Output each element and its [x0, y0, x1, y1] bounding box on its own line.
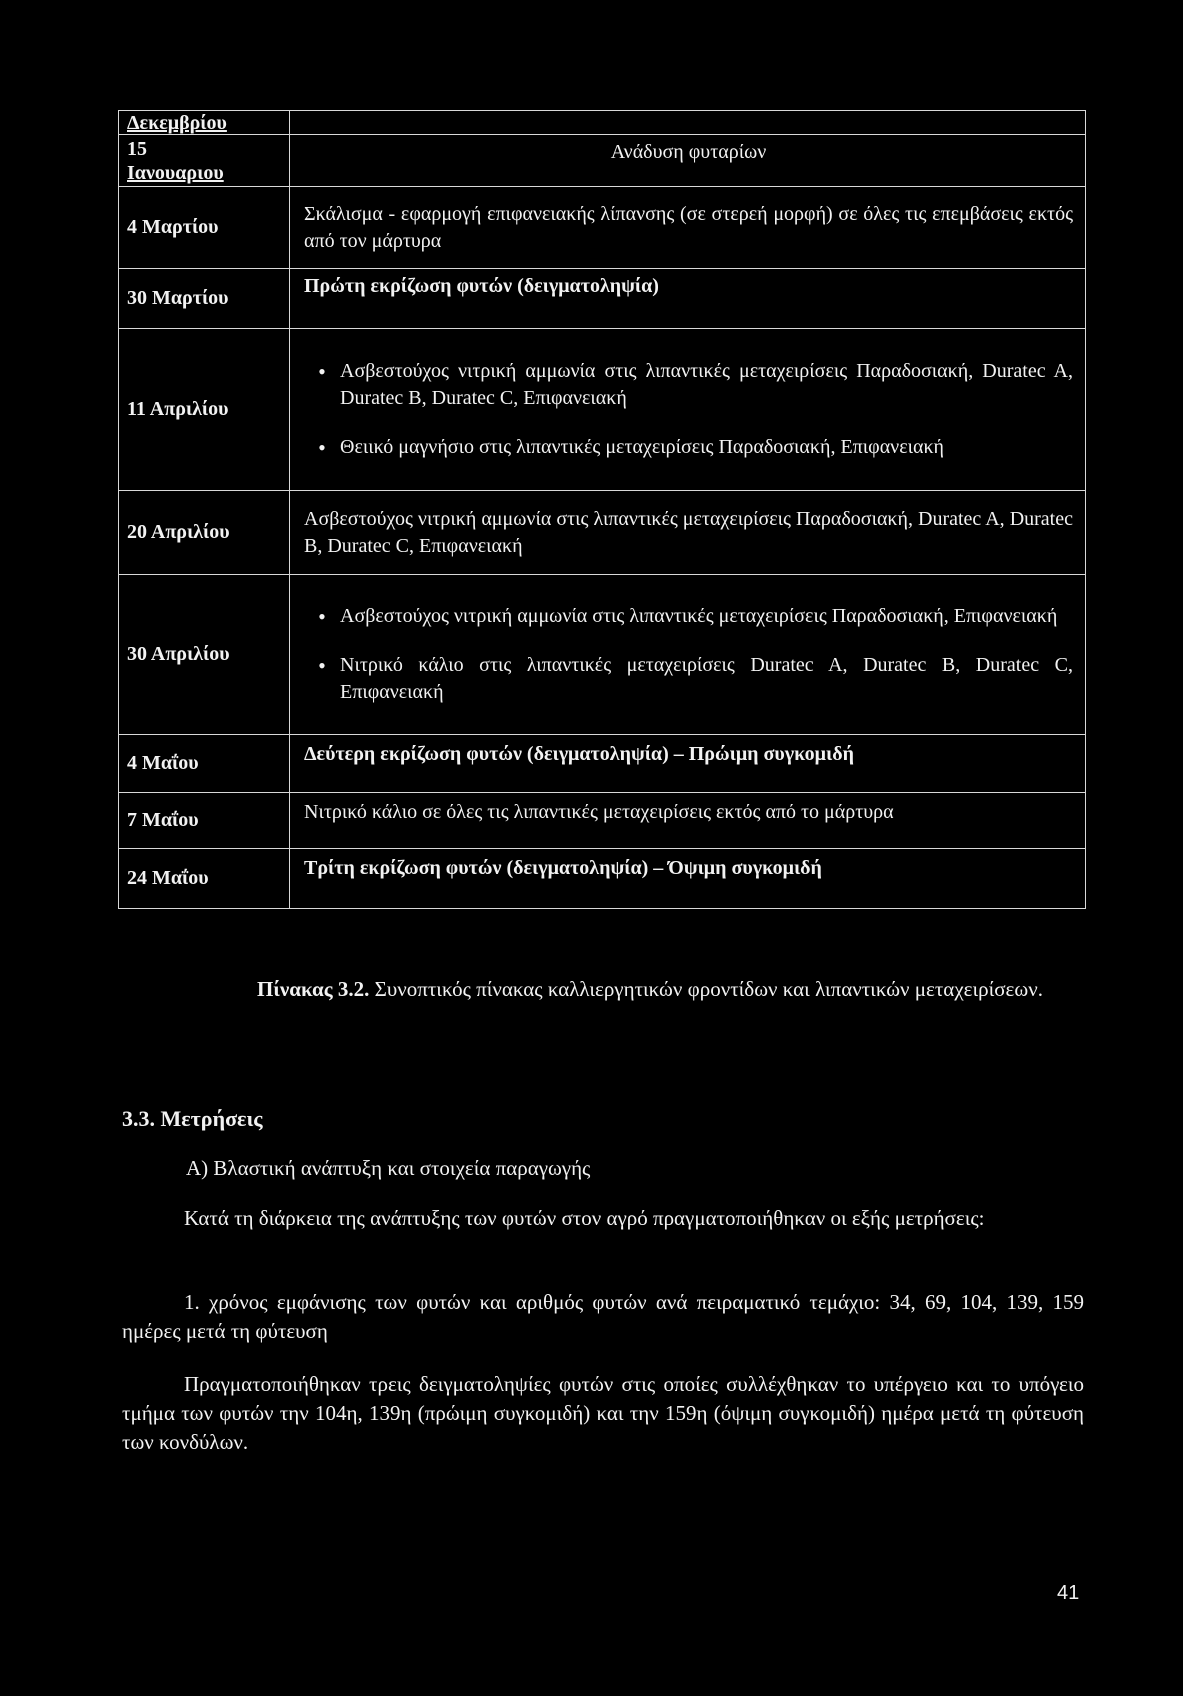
- list-item: • Ασβεστούχος νιτρική αμμωνία στις λιπαντικές μεταχειρίσεις Παραδοσιακή, Επιφανειακή: [304, 603, 1073, 630]
- activity-cell: [290, 111, 1086, 135]
- date-cell: 30 Απριλίου: [119, 575, 290, 735]
- activity-cell: Σκάλισμα - εφαρμογή επιφανειακής λίπανσης (σε στερεή μορφή) σε όλες τις επεμβάσεις εκτός από τον μάρτυρα: [290, 187, 1086, 269]
- table-row: [119, 111, 1086, 135]
- paragraph: 1. χρόνος εμφάνισης των φυτών και αριθμός φυτών ανά πειραματικό τεμάχιο: 34, 69, 104, 139, 159 ημέρες μετά τη φύτευση: [122, 1290, 1084, 1343]
- date-cell: 7 Μαΐου: [119, 793, 290, 849]
- activity-cell: [290, 575, 1086, 735]
- activity-cell: [290, 329, 1086, 491]
- table-row: [119, 735, 1086, 793]
- date-cell: Δεκεμβρίου: [119, 111, 290, 135]
- table-caption: Πίνακας 3.2. Συνοπτικός πίνακας καλλιεργητικών φροντίδων και λιπαντικών μεταχειρίσεων.: [257, 977, 1043, 1001]
- bullet-icon: [304, 434, 340, 463]
- date-cell: 15 Ιανουαριου: [119, 135, 290, 187]
- paragraph: Κατά τη διάρκεια της ανάπτυξης των φυτών στον αγρό πραγματοποιήθηκαν οι εξής μετρήσεις:: [184, 1206, 985, 1230]
- bullet-list: [304, 358, 1073, 461]
- bullet-list: [304, 603, 1073, 706]
- table-row: [119, 849, 1086, 909]
- table-row: [119, 793, 1086, 849]
- activity-cell: Ανάδυση φυταρίων: [290, 135, 1086, 187]
- list-item: • Θειικό μαγνήσιο στις λιπαντικές μεταχειρίσεις Παραδοσιακή, Επιφανειακή: [304, 434, 1073, 461]
- date-cell: 11 Απριλίου: [119, 329, 290, 491]
- activity-cell: Νιτρικό κάλιο σε όλες τις λιπαντικές μεταχειρίσεις εκτός από το μάρτυρα: [290, 793, 1086, 849]
- list-item: • Ασβεστούχος νιτρική αμμωνία στις λιπαντικές μεταχειρίσεις Παραδοσιακή, Duratec A, Duratec B, Duratec C, Επιφανειακή: [304, 358, 1073, 412]
- bullet-icon: [304, 603, 340, 632]
- table-row: [119, 187, 1086, 269]
- date-cell: 4 Μαΐου: [119, 735, 290, 793]
- table-row: [119, 269, 1086, 329]
- activity-cell: Πρώτη εκρίζωση φυτών (δειγματοληψία): [290, 269, 1086, 329]
- date-cell: 4 Μαρτίου: [119, 187, 290, 269]
- table-row: [119, 575, 1086, 735]
- section-heading: 3.3. Μετρήσεις: [122, 1106, 263, 1131]
- date-cell: 30 Μαρτίου: [119, 269, 290, 329]
- date-cell: 24 Μαΐου: [119, 849, 290, 909]
- activity-cell: Δεύτερη εκρίζωση φυτών (δειγματοληψία) – Πρώιμη συγκομιδή: [290, 735, 1086, 793]
- schedule-table: [118, 110, 1086, 909]
- page-number: 41: [1057, 1582, 1080, 1604]
- table-row: [119, 329, 1086, 491]
- date-cell: 20 Απριλίου: [119, 491, 290, 575]
- table-row: [119, 135, 1086, 187]
- paragraph: Πραγματοποιήθηκαν τρεις δειγματοληψίες φυτών στις οποίες συλλέχθηκαν το υπέργειο και το υπόγειο τμήμα των φυτών την 104η, 139η (πρώιμη συγκομιδή) και την 159η (όψιμη συγκομιδή) ημέρα μετά τη φύτευση των κονδύλων.: [122, 1372, 1084, 1454]
- subsection-heading: Α) Βλαστική ανάπτυξη και στοιχεία παραγωγής: [186, 1156, 591, 1180]
- table-row: [119, 491, 1086, 575]
- activity-cell: Ασβεστούχος νιτρική αμμωνία στις λιπαντικές μεταχειρίσεις Παραδοσιακή, Duratec A, Duratec B, Duratec C, Επιφανειακή: [290, 491, 1086, 575]
- list-item: • Νιτρικό κάλιο στις λιπαντικές μεταχειρίσεις Duratec A, Duratec B, Duratec C, Επιφανειακή: [304, 652, 1073, 706]
- bullet-icon: [304, 358, 340, 387]
- activity-cell: Τρίτη εκρίζωση φυτών (δειγματοληψία) – Όψιμη συγκομιδή: [290, 849, 1086, 909]
- bullet-icon: [304, 652, 340, 681]
